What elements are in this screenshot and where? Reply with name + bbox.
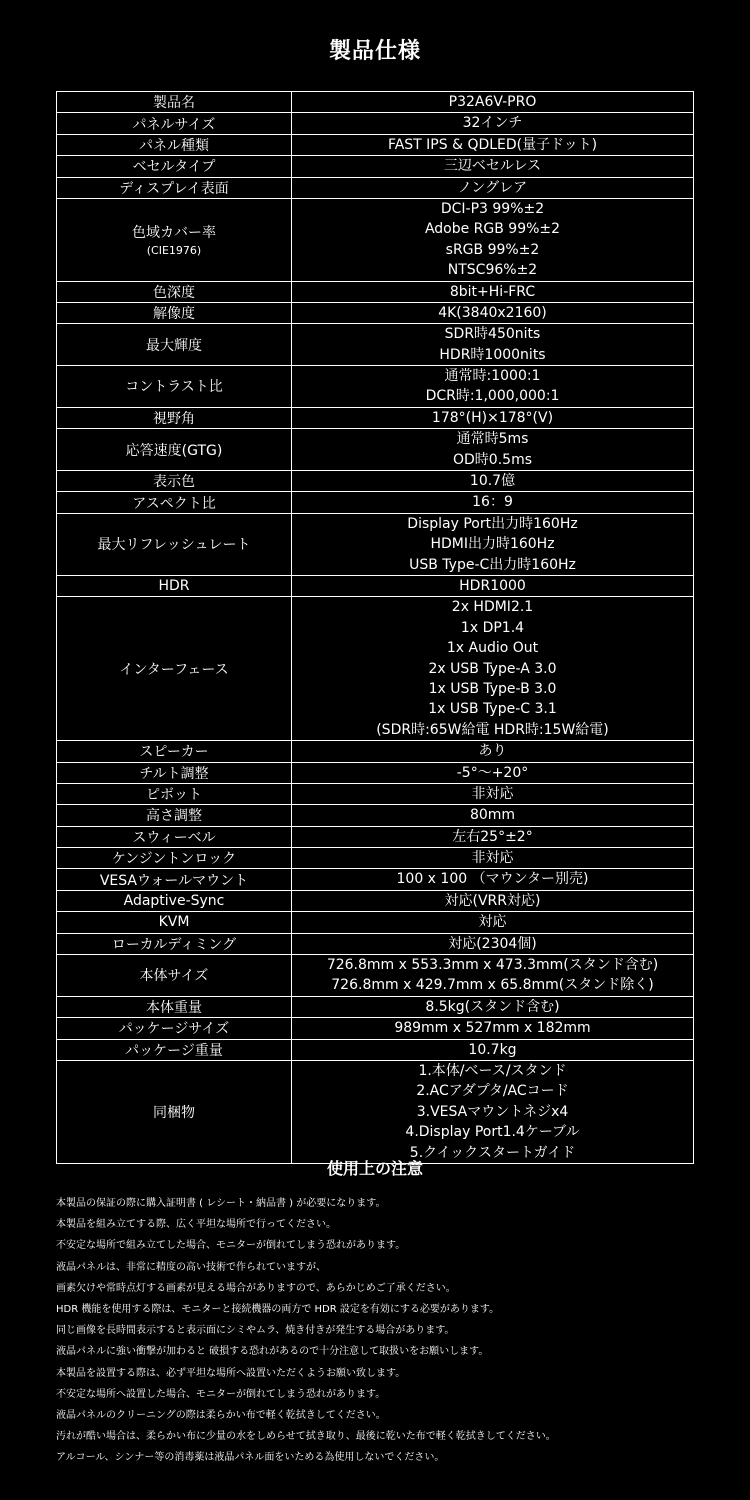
spec-value: ノングレア [457, 179, 528, 196]
spec-row [57, 1039, 694, 1060]
spec-row [57, 471, 694, 492]
spec-label-cell [57, 805, 292, 826]
spec-value: HDMI出力時160Hz [430, 536, 555, 553]
note-item: 不安定な場所へ設置した場合、モニターが倒れてしまう恐れがあります。 [56, 1388, 386, 1400]
spec-sublabel: (CIE1976) [146, 243, 202, 257]
spec-value: 通常時:1000:1 [444, 368, 541, 385]
spec-value-cell [292, 575, 694, 596]
note-item: アルコール、シンナー等の消毒薬は液晶パネル面をいためる為使用しないでください。 [56, 1452, 445, 1464]
spec-value: 非対応 [471, 785, 514, 802]
spec-label-cell [57, 429, 292, 471]
spec-label: Adaptive-Sync [123, 893, 225, 910]
spec-value: 三辺ベセルレス [443, 158, 542, 175]
spec-row [57, 869, 694, 890]
spec-row [57, 1060, 694, 1163]
spec-value: 左右25°±2° [452, 828, 533, 845]
spec-label-cell [57, 848, 292, 869]
note-item: 液晶パネルは、非常に精度の高い技術で作られていますが、 [56, 1261, 326, 1273]
spec-row [57, 826, 694, 847]
spec-label-cell [57, 826, 292, 847]
spec-label-cell [57, 92, 292, 113]
spec-value: 5.クイックスタートガイド [409, 1144, 576, 1161]
spec-value: FAST IPS & QDLED(量子ドット) [387, 136, 598, 153]
spec-label: 本体重量 [146, 999, 202, 1016]
spec-row [57, 1018, 694, 1039]
spec-value: 3.VESAマウントネジx4 [416, 1103, 569, 1120]
spec-value: 100 x 100 （マウンター別売) [396, 871, 589, 888]
spec-row [57, 912, 694, 933]
note-item: 同じ画像を長時間表示すると表示面にシミやムラ、焼き付きが発生する場合があります。 [56, 1325, 455, 1337]
spec-label: ローカルディミング [111, 936, 237, 953]
spec-row [57, 996, 694, 1017]
spec-value-cell [292, 762, 694, 783]
spec-label: 製品名 [153, 95, 195, 112]
spec-label: ピボット [146, 787, 202, 804]
spec-value-cell [292, 471, 694, 492]
spec-label: ベセルタイプ [132, 159, 216, 176]
note-item: 本製品の保証の際に購入証明書 ( レシート・納品書 ) が必要になります。 [56, 1198, 386, 1209]
spec-label: パッケージ重量 [125, 1042, 223, 1059]
spec-row [57, 92, 694, 113]
spec-value: 10.7kg [468, 1041, 517, 1058]
spec-label: KVM [158, 914, 190, 931]
spec-value: 1x DP1.4 [460, 619, 525, 636]
spec-label: 色域カバー率 [132, 224, 216, 241]
spec-value: USB Type-C出力時160Hz [409, 556, 576, 573]
spec-value: 4.Display Port1.4ケーブル [405, 1124, 580, 1141]
spec-value-cell [292, 741, 694, 762]
spec-label: チルト調整 [139, 765, 209, 782]
spec-row [57, 513, 694, 575]
spec-label: 表示色 [153, 474, 195, 491]
spec-row [57, 429, 694, 471]
spec-label-cell [57, 783, 292, 804]
spec-value: 32インチ [462, 115, 523, 132]
spec-label-cell [57, 177, 292, 198]
spec-label-cell [57, 156, 292, 177]
spec-value: 1.本体/ベース/スタンド [418, 1062, 567, 1079]
spec-label-cell [57, 955, 292, 997]
spec-table [56, 91, 694, 1164]
spec-value: 726.8mm x 429.7mm x 65.8mm(スタンド除く) [331, 977, 654, 994]
spec-row [57, 741, 694, 762]
spec-row [57, 762, 694, 783]
spec-value-cell [292, 869, 694, 890]
spec-value: 2x USB Type-A 3.0 [428, 660, 557, 677]
spec-value: 8.5kg(スタンド含む) [425, 998, 560, 1015]
spec-row [57, 366, 694, 408]
spec-value: DCR時:1,000,000:1 [425, 388, 560, 405]
note-item: 汚れが酷い場合は、柔らかい布に少量の水をしめらせて拭き取り、最後に乾いた布で軽く乾拭きしてください。 [56, 1431, 556, 1443]
spec-value: 80mm [469, 807, 516, 824]
spec-label: パネルサイズ [132, 116, 216, 133]
spec-value-cell [292, 955, 694, 997]
spec-value-cell [292, 826, 694, 847]
spec-value-cell [292, 513, 694, 575]
spec-row [57, 302, 694, 323]
spec-value-cell [292, 281, 694, 302]
spec-value: あり [478, 743, 507, 760]
spec-label: 最大リフレッシュレート [97, 537, 251, 554]
spec-value: 16：9 [472, 494, 513, 511]
spec-value: 通常時5ms [456, 431, 529, 448]
spec-row [57, 783, 694, 804]
spec-value-cell [292, 366, 694, 408]
spec-value: Adobe RGB 99%±2 [424, 221, 561, 238]
spec-label: 本体サイズ [139, 968, 209, 985]
spec-value-cell [292, 92, 694, 113]
spec-label-cell [57, 1060, 292, 1163]
spec-row [57, 805, 694, 826]
spec-label: 最大輝度 [146, 337, 202, 354]
spec-value: 1x USB Type-B 3.0 [428, 680, 557, 697]
note-item: HDR 機能を使用する際は、モニターと接続機器の両方で HDR 設定を有効にする必要があります。 [56, 1303, 500, 1315]
spec-value: Display Port出力時160Hz [407, 515, 578, 532]
spec-value: 1x USB Type-C 3.1 [428, 701, 557, 718]
spec-value-cell [292, 429, 694, 471]
spec-label-cell [57, 597, 292, 741]
spec-label: 視野角 [153, 411, 195, 428]
spec-value: SDR時450nits [444, 326, 541, 343]
spec-row [57, 955, 694, 997]
spec-value-cell [292, 492, 694, 513]
spec-label: VESAウォールマウント [99, 872, 249, 889]
spec-value-cell [292, 996, 694, 1017]
spec-value: 4K(3840x2160) [438, 304, 547, 321]
spec-value: (SDR時:65W給電 HDR時:15W給電) [376, 721, 609, 738]
spec-label-cell [57, 1018, 292, 1039]
spec-label: スピーカー [139, 744, 209, 761]
spec-row [57, 890, 694, 911]
spec-label-cell [57, 869, 292, 890]
spec-row [57, 198, 694, 281]
spec-row [57, 597, 694, 741]
spec-value-cell [292, 1039, 694, 1060]
spec-row [57, 848, 694, 869]
note-item: 液晶パネルのクリーニングの際は柔らかい布で軽く乾拭きしてください。 [56, 1409, 386, 1421]
page-title: 製品仕様 [328, 39, 421, 64]
spec-value: 2.ACアダプタ/ACコード [416, 1083, 569, 1100]
spec-label-cell [57, 741, 292, 762]
spec-label-cell [57, 198, 292, 281]
spec-label-cell [57, 912, 292, 933]
spec-row [57, 492, 694, 513]
spec-value-cell [292, 324, 694, 366]
spec-value-cell [292, 848, 694, 869]
spec-label: ディスプレイ表面 [119, 180, 229, 197]
spec-label-cell [57, 575, 292, 596]
spec-label-cell [57, 302, 292, 323]
spec-label: 解像度 [153, 306, 195, 323]
spec-value-cell [292, 156, 694, 177]
spec-label: インターフェース [119, 661, 229, 678]
spec-value: -5°～+20° [456, 764, 529, 781]
spec-row [57, 113, 694, 134]
note-item: 本製品を設置する際は、必ず平坦な場所へ設置いただくようお願い致します。 [56, 1367, 406, 1379]
spec-label: パッケージサイズ [118, 1021, 230, 1038]
note-item: 画素欠けや常時点灯する画素が見える場合がありますので、あらかじめご了承ください。 [56, 1282, 456, 1294]
spec-row [57, 324, 694, 366]
spec-row [57, 134, 694, 155]
spec-label: 色深度 [153, 284, 195, 301]
spec-value: OD時0.5ms [453, 451, 532, 468]
spec-label-cell [57, 324, 292, 366]
spec-label: アスペクト比 [132, 495, 216, 512]
spec-value: 10.7億 [469, 473, 516, 490]
spec-label-cell [57, 407, 292, 428]
spec-value-cell [292, 912, 694, 933]
notes-list [56, 1193, 736, 1468]
spec-value: HDR1000 [459, 577, 526, 594]
note-item: 液晶パネルに強い衝撃が加わると 破損する恐れがあるので十分注意して取扱いをお願いします。 [56, 1346, 489, 1358]
spec-value-cell [292, 113, 694, 134]
spec-label: 応答速度(GTG) [125, 442, 223, 459]
spec-value-cell [292, 1018, 694, 1039]
spec-value: 対応 [478, 914, 507, 931]
note-item: 本製品を組み立てする際、広く平坦な場所で行ってください。 [56, 1219, 336, 1231]
spec-value: HDR時1000nits [439, 346, 546, 363]
spec-value: 対応(2304個) [448, 935, 537, 952]
spec-value-cell [292, 783, 694, 804]
spec-value-cell [292, 597, 694, 741]
spec-value: NTSC96%±2 [447, 262, 538, 279]
spec-value: 非対応 [471, 850, 514, 867]
spec-row [57, 407, 694, 428]
spec-value-cell [292, 933, 694, 954]
spec-value: sRGB 99%±2 [445, 241, 540, 258]
spec-label-cell [57, 471, 292, 492]
spec-label: 同梱物 [153, 1104, 195, 1121]
spec-label-cell [57, 890, 292, 911]
spec-label-cell [57, 762, 292, 783]
spec-value-cell [292, 805, 694, 826]
spec-value-cell [292, 134, 694, 155]
spec-value-cell [292, 890, 694, 911]
spec-value: P32A6V-PRO [448, 94, 537, 110]
spec-row [57, 177, 694, 198]
spec-value-cell [292, 177, 694, 198]
spec-label-cell [57, 933, 292, 954]
spec-label: ケンジントンロック [111, 851, 237, 868]
spec-row [57, 156, 694, 177]
spec-label: スウィーベル [132, 829, 216, 846]
spec-value: 989mm x 527mm x 182mm [394, 1020, 591, 1037]
spec-value-cell [292, 407, 694, 428]
spec-label: HDR [158, 578, 190, 595]
spec-value-cell [292, 302, 694, 323]
notes-title: 使用上の注意 [326, 1159, 423, 1178]
spec-value: 2x HDMI2.1 [451, 599, 534, 616]
spec-label-cell [57, 1039, 292, 1060]
spec-label-cell [57, 492, 292, 513]
spec-value: 1x Audio Out [446, 640, 539, 657]
note-item: 不安定な場所で組み立てした場合、モニターが倒れてしまう恐れがあります。 [56, 1240, 406, 1252]
spec-row [57, 933, 694, 954]
spec-value: 対応(VRR対応) [444, 892, 541, 909]
spec-label-cell [57, 113, 292, 134]
spec-label: 高さ調整 [146, 808, 202, 825]
spec-value-cell [292, 198, 694, 281]
spec-value: DCI-P3 99%±2 [440, 200, 545, 217]
spec-table-body [57, 92, 694, 1164]
spec-label: パネル種類 [139, 137, 209, 154]
spec-value-cell [292, 1060, 694, 1163]
spec-label-cell [57, 513, 292, 575]
spec-value: 8bit+Hi-FRC [449, 283, 536, 300]
spec-label-cell [57, 996, 292, 1017]
spec-label: コントラスト比 [125, 379, 223, 396]
spec-label-cell [57, 281, 292, 302]
spec-label-cell [57, 366, 292, 408]
spec-row [57, 281, 694, 302]
spec-value: 178°(H)×178°(V) [431, 409, 554, 426]
spec-value: 726.8mm x 553.3mm x 473.3mm(スタンド含む) [326, 957, 659, 974]
spec-label-cell [57, 134, 292, 155]
spec-row [57, 575, 694, 596]
